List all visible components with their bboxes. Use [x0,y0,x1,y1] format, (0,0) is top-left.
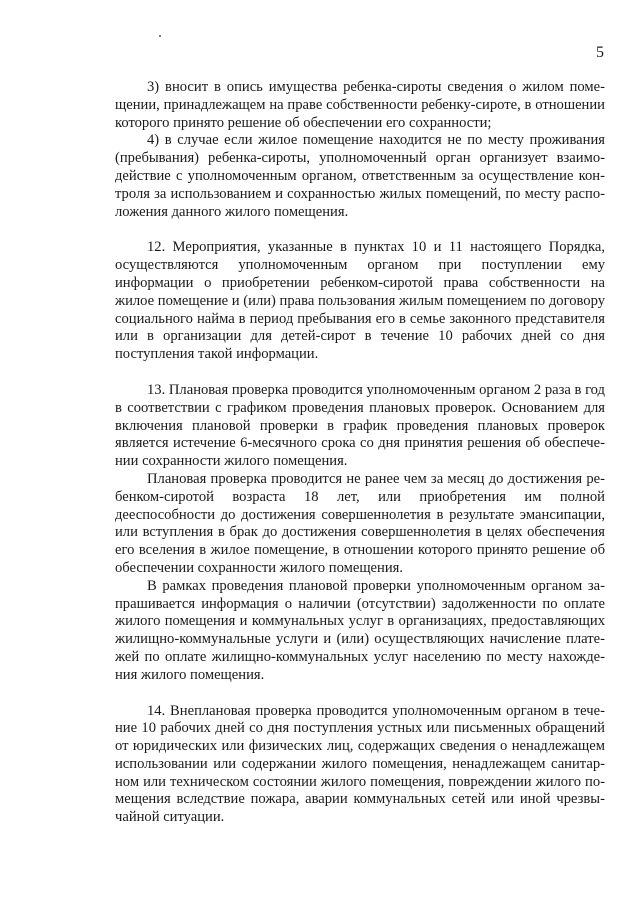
paragraph-gap [115,221,605,239]
paragraph-gap [115,685,605,703]
paragraph-gap [115,364,605,382]
scan-speck [159,35,161,37]
paragraph-point-12: 12. Мероприятия, указанные в пунктах 10 и 11 настоящего Порядка, осуществляются уполномоченным органом при поступлении ему информации о приобретении ребенком-сиротой права собственности на жилое помещение и (или) права пользования жилым помещением по договору социального найма в период пребывания его в семье законного представителя или в организации для детей-сирот в течение 10 рабочих дней со дня поступления такой информации. [115,239,605,363]
paragraph-point-13-request: В рамках проведения плановой проверки уполномоченным органом запрашивается информация о наличии (отсутствии) задолженности по оплате жилого помещения и коммунальных услуг в организациях, предоставляющих жилищно-коммунальные услуги и (или) осуществляющих начисление платежей по оплате жилищно-коммунальных услуг населению по месту нахождения жилого помещения. [115,577,605,683]
paragraph-point-13: 13. Плановая проверка проводится уполномоченным органом 2 раза в год в соответствии с графиком проведения плановых проверок. Основанием для включения плановой проверки в график проведения плановых проверок является истечение 6-месячного срока со дня принятия решения об обеспечении сохранности жилого помещения. [115,381,605,470]
document-body [115,79,605,827]
paragraph-point-14: 14. Внеплановая проверка проводится уполномоченным органом в течение 10 рабочих дней со дня поступления устных или письменных обращений от юридических или физических лиц, содержащих сведения о ненадлежащем использовании или содержании жилого помещения, ненадлежащем санитарном или техническом состоянии жилого помещения, повреждении жилого помещения вследствие пожара, аварии коммунальных сетей или иной чрезвычайной ситуации. [115,702,605,826]
paragraph-item-4: 4) в случае если жилое помещение находится не по месту проживания (пребывания) ребенка-сироты, уполномоченный орган организует взаимодействие с уполномоченным органом, ответственным за осуществление контроля за использованием и сохранностью жилых помещений, по месту расположения данного жилого помещения. [115,132,605,220]
page-number: 5 [596,44,604,61]
paragraph-point-13-planned: Плановая проверка проводится не ранее чем за месяц до достижения ребенком-сиротой возраста 18 лет, или приобретения им полной дееспособности до достижения совершеннолетия в результате эмансипации, или вступления в брак до достижения совершеннолетия в целях обеспечения его вселения в жилое помещение, в отношении которого принято решение об обеспечении сохранности жилого помещения. [115,470,605,576]
paragraph-item-3: 3) вносит в опись имущества ребенка-сироты сведения о жилом помещении, принадлежащем на праве собственности ребенку-сироте, в отношении которого принято решение об обеспечении его сохранности; [115,79,605,131]
